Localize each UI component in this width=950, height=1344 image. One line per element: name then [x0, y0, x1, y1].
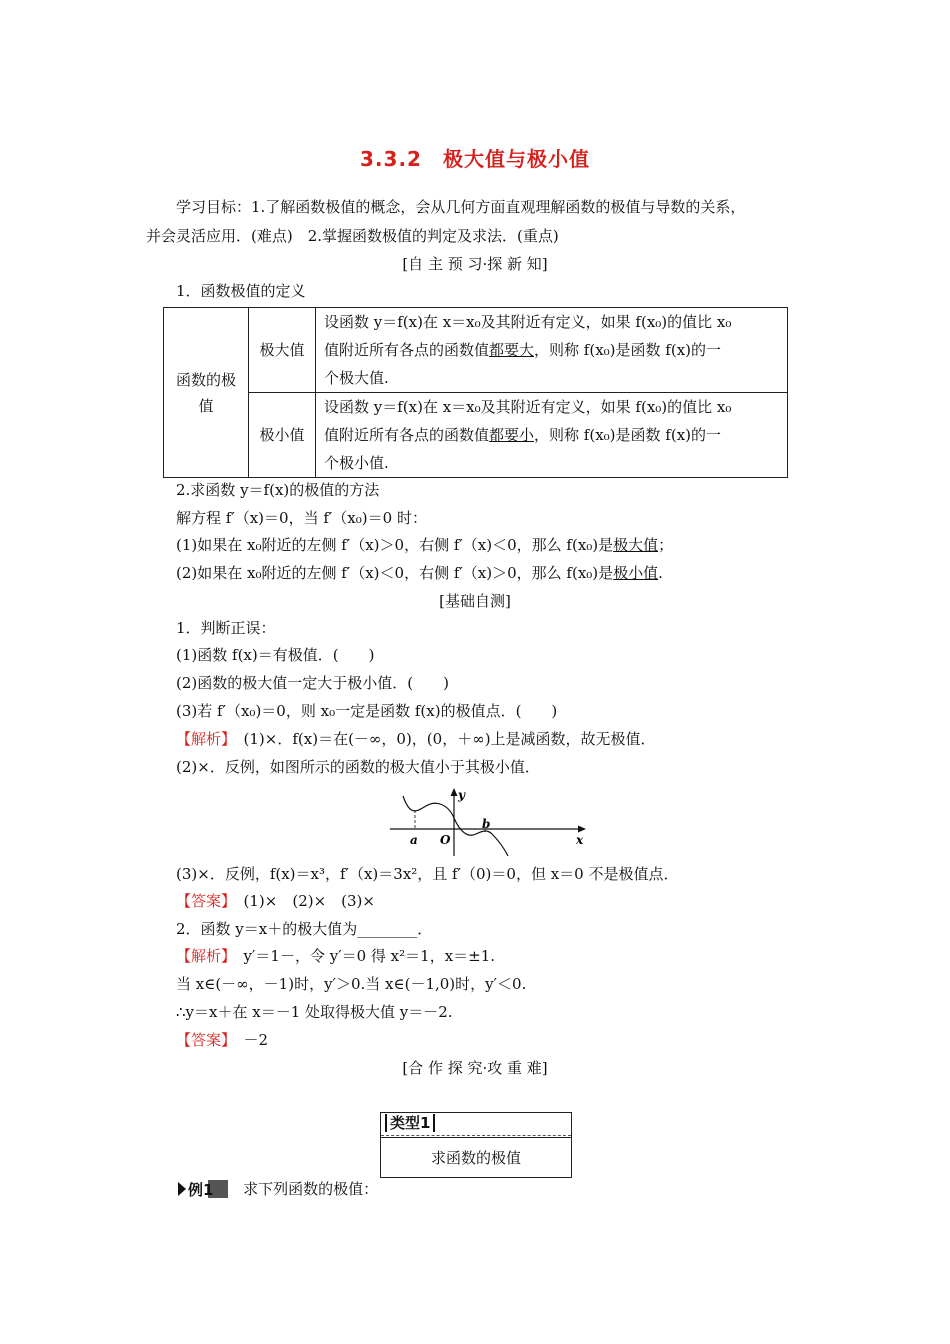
- method-line3: (2)如果在 x₀附近的左侧 f′（x)＜0，右侧 f′（x)＞0，那么 f(x₀)是极小值.: [176, 564, 663, 582]
- method-line1: 解方程 f′（x)＝0，当 f′（x₀)＝0 时：: [176, 509, 427, 527]
- section-heading-selftest: [基础自测]: [439, 592, 511, 610]
- q2-jiexi: 【解析】 y′＝1－，令 y′＝0 得 x²＝1，x＝±1.: [176, 947, 496, 965]
- graph-label-b: b: [482, 817, 491, 831]
- jiexi-tag: 【解析】: [176, 947, 229, 965]
- definition-heading: 1．函数极值的定义: [176, 282, 306, 300]
- method-heading: 2.求函数 y＝f(x)的极值的方法: [176, 481, 380, 499]
- q1-a: (1)函数 f(x)＝有极值．( ): [176, 646, 375, 664]
- graph-label-a: a: [410, 833, 418, 847]
- q1-j3: (3)×．反例，f(x)＝x³，f′（x)＝3x²，且 f′（0)＝0，但 x＝0 不是极值点．: [176, 865, 679, 883]
- counterexample-graph: [388, 786, 588, 858]
- max-label: 极大值: [249, 308, 316, 393]
- q1-j2: (2)×．反例，如图所示的函数的极大值小于其极小值．: [176, 758, 540, 776]
- method-line2: (1)如果在 x₀附近的左侧 f′（x)＞0，右侧 f′（x)＜0，那么 f(x₀)是极大值；: [176, 536, 674, 554]
- q2-l2: 当 x∈(－∞，－1)时，y′＞0.当 x∈(－1,0)时，y′＜0.: [176, 975, 527, 993]
- example-text: 求下列函数的极值：: [243, 1180, 379, 1198]
- daan-tag: 【答案】: [176, 1031, 229, 1049]
- q1-b: (2)函数的极大值一定大于极小值．( ): [176, 674, 449, 692]
- q1-heading: 1．判断正误：: [176, 619, 276, 637]
- type-box: [380, 1112, 572, 1178]
- q1-answer: 【答案】 (1)× (2)× (3)×: [176, 892, 375, 910]
- graph-label-origin: O: [440, 833, 451, 847]
- example-heading: [178, 1178, 378, 1199]
- jiexi-tag: 【解析】: [176, 730, 229, 748]
- min-description: 设函数 y＝f(x)在 x＝x₀及其附近有定义，如果 f(x₀)的值比 x₀ 值附近所有各点的函数值都要小，则称 f(x₀)是函数 f(x)的一 个极小值.: [316, 393, 788, 478]
- max-description: 设函数 y＝f(x)在 x＝x₀及其附近有定义，如果 f(x₀)的值比 x₀ 值附近所有各点的函数值都要大，则称 f(x₀)是函数 f(x)的一 个极大值.: [316, 308, 788, 393]
- example-marker-icon: [178, 1179, 230, 1199]
- graph-label-y: y: [458, 788, 465, 802]
- objectives-line2: 并会灵活应用．(难点) 2.掌握函数极值的判定及求法．(重点): [146, 227, 559, 245]
- q2-l3: ∴y＝x＋在 x＝－1 处取得极大值 y＝－2.: [176, 1003, 453, 1021]
- q2-question: 2．函数 y＝x＋的极大值为________．: [176, 920, 433, 938]
- example-tag: 例1: [188, 1180, 214, 1199]
- extremum-definition-table: [163, 307, 788, 478]
- section-heading-preview: [自 主 预 习·探 新 知]: [402, 255, 548, 273]
- q1-c: (3)若 f′（x₀)＝0，则 x₀一定是函数 f(x)的极值点．( ): [176, 702, 558, 720]
- table-row-header: 函数的极 值: [164, 308, 249, 478]
- type-tag: 类型1: [385, 1114, 435, 1132]
- q1-jiexi: 【解析】 (1)×．f(x)＝在(－∞，0)，(0，＋∞)上是减函数，故无极值．: [176, 730, 656, 748]
- section-heading-explore: [合 作 探 究·攻 重 难]: [402, 1059, 548, 1077]
- page-title: 3.3.2 极大值与极小值: [360, 147, 590, 171]
- objectives-line1: 学习目标：1.了解函数极值的概念，会从几何方面直观理解函数的极值与导数的关系，: [176, 198, 746, 216]
- graph-label-x: x: [576, 833, 584, 847]
- min-label: 极小值: [249, 393, 316, 478]
- type-title: 求函数的极值: [381, 1137, 571, 1178]
- q2-answer: 【答案】 －2: [176, 1031, 269, 1049]
- daan-tag: 【答案】: [176, 892, 229, 910]
